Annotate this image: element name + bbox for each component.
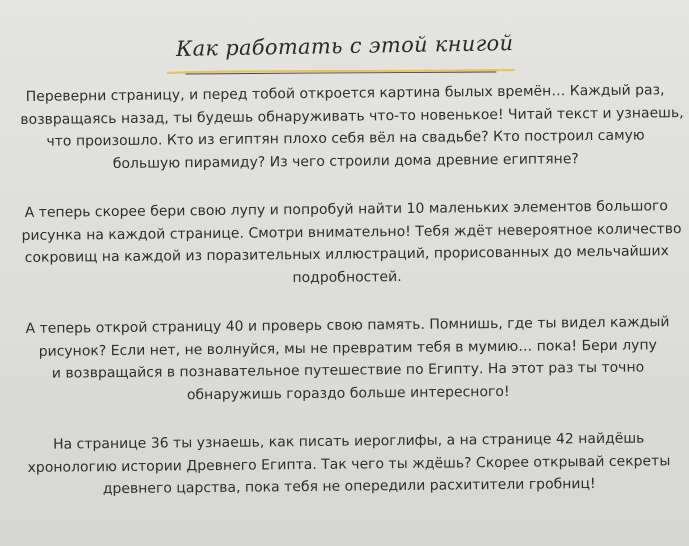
text-line: возвращаясь назад, ты будешь обнаруживать что-то новенькое! Читай текст и узнаешь,	[20, 104, 684, 128]
text-line: рисунок? Если нет, не волнуйся, мы не превратим тебя в мумию… пока! Бери лупу	[38, 336, 657, 360]
text-line: хронологию истории Древнего Египта. Так чего ты ждёшь? Скорее открывай секреты	[27, 452, 671, 476]
text-line: сокровищ на каждой из поразительных иллюстраций, прорисованных до мельчайших	[24, 243, 669, 266]
text-line: большую пирамиду? Из чего строили дома древние египтяне?	[112, 150, 579, 172]
paragraph-4	[24, 427, 675, 501]
paragraph-3	[22, 311, 673, 408]
text-line: обнаружишь гораздо больше интересного!	[186, 383, 510, 403]
text-line: На странице 36 ты узнаешь, как писать иероглифы, а на странице 42 найдёшь	[53, 430, 645, 453]
title-underline-decoration	[166, 67, 516, 77]
text-line: и возвращайся в познавательное путешествие по Египту. На этот раз ты точно	[51, 359, 645, 382]
text-line: что произошло. Кто из египтян плохо себя вёл на свадьбе? Кто построил самую	[46, 127, 645, 150]
text-line: А теперь открой страницу 40 и проверь свою память. Помнишь, где ты видел каждый	[25, 314, 670, 337]
text-line: рисунка на каждой странице. Смотри внимательно! Тебя ждёт невероятное количество	[21, 220, 682, 244]
text-line: А теперь скорее бери свою лупу и попробуй найти 10 маленьких элементов большого	[24, 198, 668, 221]
paragraph-1	[20, 79, 684, 176]
paragraph-2	[21, 195, 682, 292]
title-container	[0, 31, 689, 61]
text-line: древнего царства, пока тебя не опередили расхитители гробниц!	[102, 475, 596, 498]
body-text	[20, 79, 684, 527]
page-title: Как работать с этой книгой	[175, 31, 514, 61]
text-line: подробностей.	[292, 268, 402, 286]
text-line: Переверни страницу, и перед тобой откроется картина былых времён… Каждый раз,	[25, 82, 665, 105]
